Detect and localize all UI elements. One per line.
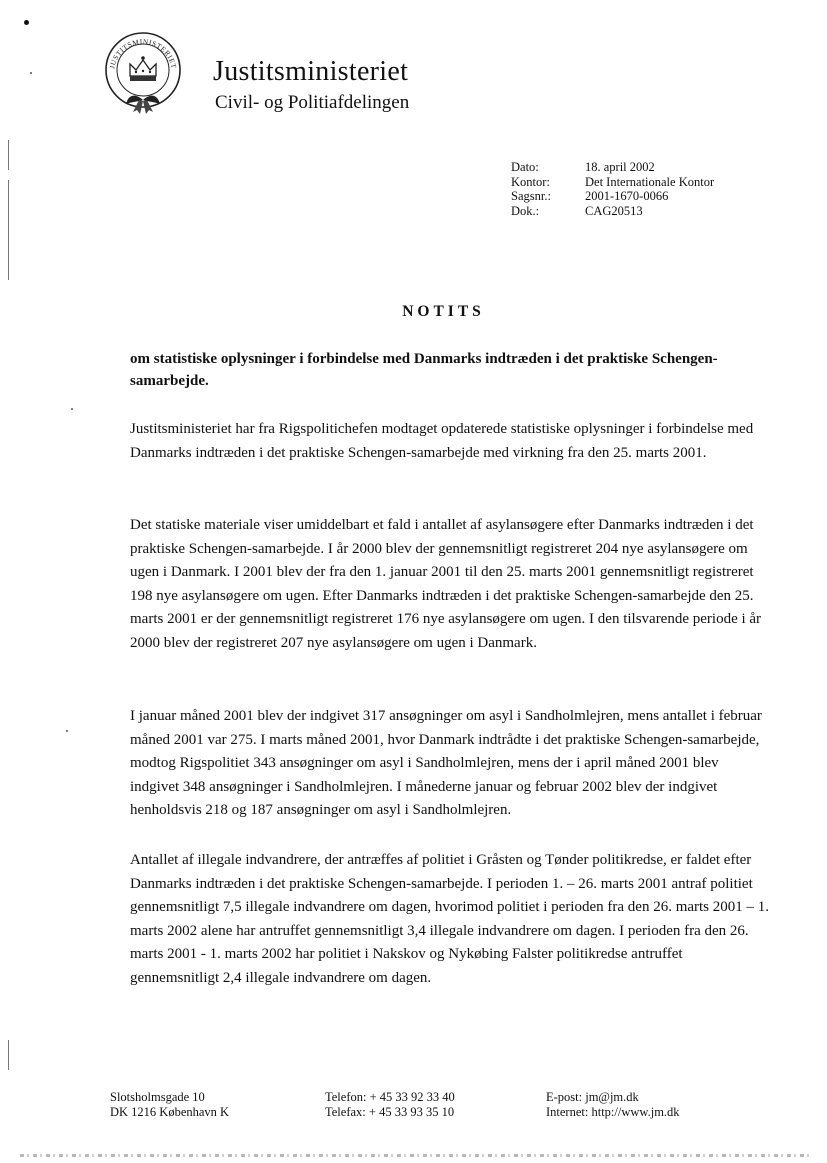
ministry-seal-logo [100, 30, 186, 116]
scan-line [8, 180, 9, 280]
scan-line [8, 140, 9, 170]
footer-address [110, 1090, 229, 1120]
meta-row-office [511, 175, 714, 190]
address-line: Slotsholmsgade 10 [110, 1090, 205, 1104]
meta-label: Sagsnr.: [511, 189, 551, 203]
scan-speck [66, 730, 68, 732]
meta-row-case-number [511, 189, 714, 204]
meta-row-document [511, 204, 714, 219]
meta-value: 2001-1670-0066 [585, 189, 669, 203]
document-subject: om statistiske oplysninger i forbindelse med Danmarks indtræden i det praktiske Schengen-samarbejde. [130, 351, 718, 389]
scan-noise [20, 1154, 810, 1157]
meta-label: Dato: [511, 160, 539, 174]
fax-number: Telefax: + 45 33 93 35 10 [325, 1105, 455, 1119]
department-name: Civil- og Politiafdelingen [215, 92, 410, 113]
paragraph-text: Det statiske materiale viser umiddelbart et fald i antallet af asylansøgere efter Danmarks indtræden i det praktiske Schengen-samarbejde. I år 2000 blev der gennemsnitligt registreret 204 nye asylansøgere om ugen i Danmark. I 2001 blev der fra den 1. januar 2001 til den 25. marts 2001 gennemsnitligt registreret 198 nye asylansøgere om ugen. Efter Danmarks indtræden i det praktiske Schengen-samarbejde den 25. marts 2001 er der gennemsnitligt registreret 176 nye asylansøgere om ugen. I den tilsvarende periode i år 2000 blev der registreret 207 nye asylansøgere om ugen i Danmark. [130, 517, 762, 651]
meta-label: Dok.: [511, 203, 540, 218]
footer-phone [325, 1090, 455, 1120]
address-line: DK 1216 København K [110, 1105, 230, 1119]
paragraph-text: Justitsministeriet har fra Rigspolitichefen modtaget opdaterede statistiske oplysninger i forbindelse med Danmarks indtræden i det praktiske Schengen-samarbejde med virkning fra den 25. marts 2001. [130, 421, 754, 461]
meta-value: 18. april 2002 [585, 160, 655, 174]
scan-line [8, 1040, 9, 1070]
footer-contact [546, 1090, 680, 1120]
body-paragraph [130, 514, 770, 655]
meta-value: Det Internationale Kontor [585, 174, 715, 189]
meta-row-date [511, 160, 714, 175]
website-address: Internet: http://www.jm.dk [546, 1105, 680, 1119]
phone-number: Telefon: + 45 33 92 33 40 [325, 1090, 455, 1104]
paragraph-text: Antallet af illegale indvandrere, der antræffes af politiet i Gråsten og Tønder politikredse, er faldet efter Danmarks indtræden i det praktiske Schengen-samarbejde. I perioden 1. – 26. marts 2001 antraf politiet gennemsnitligt 7,5 illegale indvandrere om dagen, hvorimod politiet i perioden fra den 26. marts 2001 – 1. marts 2002 alene har antruffet gennemsnitligt 3,4 illegale indvandrere om dagen. I perioden fra den 26. marts 2001 - 1. marts 2002 har politiet i Nakskov og Nykøbing Falster politikredse antruffet gennemsnitligt 2,4 illegale indvandrere om dagen. [130, 852, 770, 986]
paragraph-text: I januar måned 2001 blev der indgivet 317 ansøgninger om asyl i Sandholmlejren, mens antallet i februar måned 2001 var 275. I marts måned 2001, hvor Danmark indtrådte i det praktiske Schengen-samarbejde, modtog Rigspolitiet 343 ansøgninger om asyl i Sandholmlejren, mens der i april måned 2001 blev indgivet 348 ansøgninger i Sandholmlejren. I månederne januar og februar 2002 blev der indgivet henholdsvis 218 og 187 ansøgninger om asyl i Sandholmlejren. [130, 708, 762, 818]
ministry-name: Justitsministeriet [213, 56, 409, 87]
document-meta [511, 160, 714, 218]
document-title: NOTITS [402, 303, 485, 320]
body-paragraph [130, 849, 770, 990]
scan-speck [30, 72, 32, 74]
email-address: E-post: jm@jm.dk [546, 1090, 639, 1104]
scan-speck [71, 408, 73, 410]
body-paragraph [130, 705, 770, 823]
scan-speck [24, 20, 29, 25]
svg-text:JUSTITSMINISTERIET: JUSTITSMINISTERIET [108, 37, 178, 70]
meta-label: Kontor: [511, 174, 550, 189]
meta-value: CAG20513 [585, 203, 643, 218]
body-paragraph [130, 418, 770, 465]
